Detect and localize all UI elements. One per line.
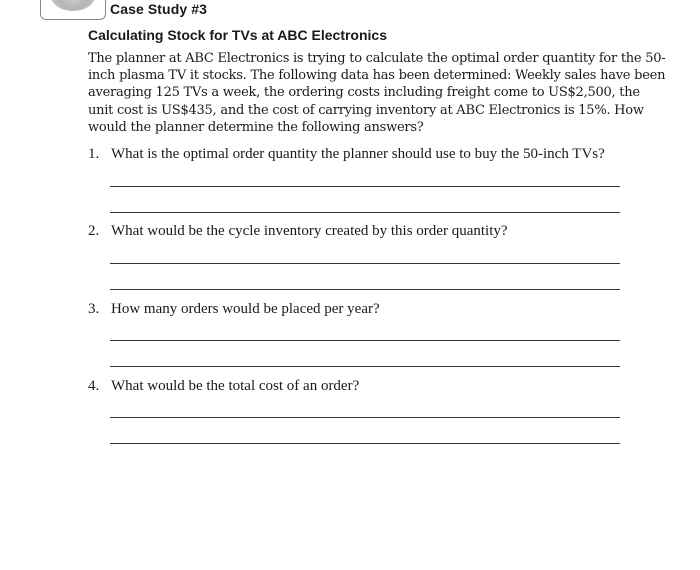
answer-line[interactable]: [110, 366, 620, 367]
answer-line[interactable]: [110, 340, 620, 341]
answer-line[interactable]: [110, 289, 620, 290]
answer-line[interactable]: [110, 417, 620, 418]
question-4: [88, 378, 668, 395]
corner-badge-frame: [40, 0, 106, 20]
question-3: [88, 301, 668, 318]
answer-line[interactable]: [110, 212, 620, 213]
question-2: [88, 223, 668, 240]
answer-line[interactable]: [110, 443, 620, 444]
question-text: How many orders would be placed per year?: [111, 301, 380, 317]
question-number: 4.: [88, 378, 100, 394]
badge-icon: [51, 0, 95, 11]
question-number: 1.: [88, 146, 100, 162]
answer-line[interactable]: [110, 263, 620, 264]
intro-paragraph: The planner at ABC Electronics is trying to calculate the optimal order quantity for the 50-inch plasma TV it stocks. The following data has been determined: Weekly sales have been averaging 125 TVs a week, the ordering costs including freight come to US$2,500, the unit cost is US$435, and the cost of carrying inventory at ABC Electronics is 15%. How would the planner determine the following answers?: [88, 51, 666, 135]
question-number: 2.: [88, 223, 100, 239]
question-text: What would be the total cost of an order?: [111, 378, 360, 394]
question-number: 3.: [88, 301, 100, 317]
question-text: What would be the cycle inventory created by this order quantity?: [111, 223, 508, 239]
question-1: [88, 146, 668, 163]
answer-line[interactable]: [110, 186, 620, 187]
case-title: Calculating Stock for TVs at ABC Electronics: [88, 27, 387, 43]
question-text: What is the optimal order quantity the planner should use to buy the 50-inch TVs?: [111, 146, 605, 162]
case-study-label: Case Study #3: [110, 1, 208, 17]
